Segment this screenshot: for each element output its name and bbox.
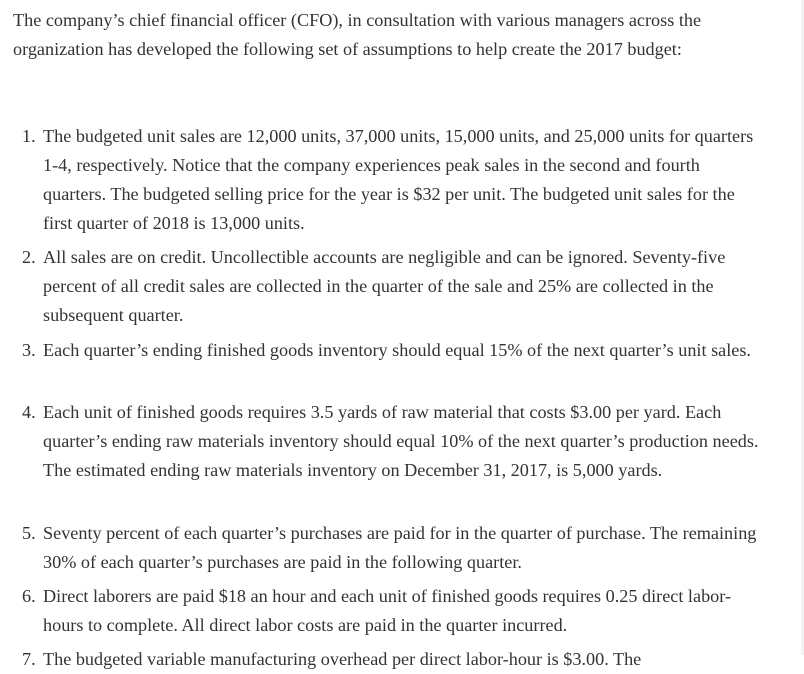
- list-item-text: Each quarter’s ending finished goods inventory should equal 15% of the next quarter’s unit sales.: [43, 340, 751, 360]
- list-item: [22, 519, 766, 577]
- list-item-number: 5.: [22, 523, 36, 543]
- list-item: [22, 582, 766, 640]
- list-item-number: 7.: [22, 649, 36, 669]
- list-item: [22, 398, 766, 485]
- list-item-text: Direct laborers are paid $18 an hour and each unit of finished goods requires 0.25 direct labor-hours to complete. All direct labor costs are paid in the quarter incurred.: [43, 586, 731, 635]
- list-item-text: Seventy percent of each quarter’s purchases are paid for in the quarter of purchase. The remaining 30% of each quarter’s purchases are paid in the following quarter.: [43, 523, 757, 572]
- list-item: [22, 122, 766, 238]
- list-item-number: 2.: [22, 247, 36, 267]
- list-item-number: 4.: [22, 402, 36, 422]
- list-item-text: All sales are on credit. Uncollectible accounts are negligible and can be ignored. Seventy-five percent of all credit sales are collected in the quarter of the sale and 25% are collected in the subsequent quarter.: [43, 247, 726, 325]
- list-item: [22, 243, 766, 330]
- list-item: [22, 645, 766, 674]
- list-item-number: 3.: [22, 340, 36, 360]
- list-item: [22, 336, 766, 365]
- list-item-number: 1.: [22, 126, 36, 146]
- intro-paragraph: The company’s chief financial officer (CFO), in consultation with various managers across the organization has developed the following set of assumptions to help create the 2017 budget:: [13, 10, 702, 59]
- list-item-text: The budgeted variable manufacturing overhead per direct labor-hour is $3.00. The: [43, 649, 642, 669]
- list-item-text: Each unit of finished goods requires 3.5 yards of raw material that costs $3.00 per yard. Each quarter’s ending raw materials inventory should equal 10% of the next quarter’s production needs. The estimated ending raw materials inventory on December 31, 2017, is 5,000 yards.: [43, 402, 759, 480]
- list-item-number: 6.: [22, 586, 36, 606]
- list-item-text: The budgeted unit sales are 12,000 units, 37,000 units, 15,000 units, and 25,000 units for quarters 1-4, respectively. Notice that the company experiences peak sales in the second and fourth quarters. The budgeted selling price for the year is $32 per unit. The budgeted unit sales for the first quarter of 2018 is 13,000 units.: [43, 126, 754, 233]
